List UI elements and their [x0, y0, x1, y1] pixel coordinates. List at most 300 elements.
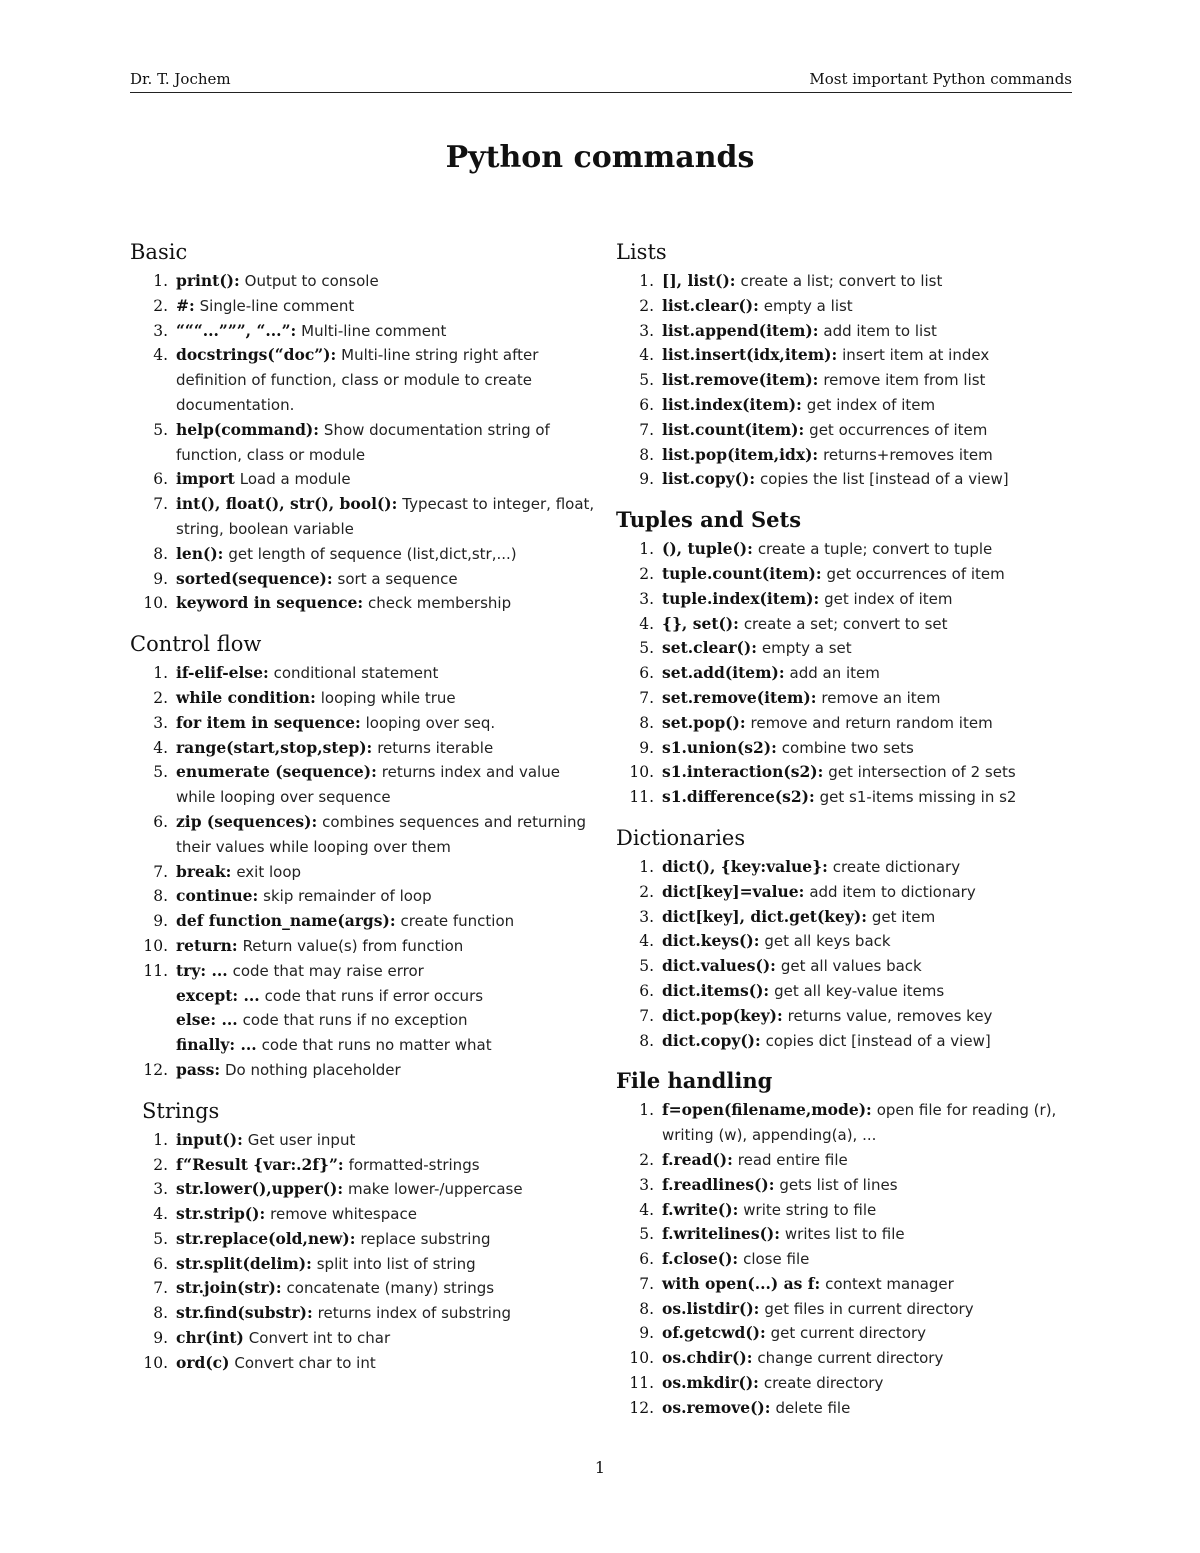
list-item	[616, 954, 1076, 979]
list-item	[130, 542, 600, 567]
command-name: print():	[176, 271, 240, 290]
item-number: 1.	[153, 272, 168, 290]
command-description: copies the list [instead of a view]	[760, 470, 1009, 489]
command-name: dict.keys():	[662, 931, 760, 951]
list-item	[130, 810, 600, 860]
command-list	[616, 855, 1076, 1053]
command-description: get index of item	[806, 395, 936, 414]
command-description: exit loop	[236, 862, 302, 881]
command-description: sort a sequence	[337, 569, 458, 588]
command-list	[616, 537, 1076, 810]
command-name: while condition:	[176, 687, 316, 707]
list-item	[616, 612, 1076, 637]
list-item	[616, 1148, 1076, 1173]
command-name: {}, set():	[662, 613, 739, 633]
item-number: 1.	[639, 540, 654, 559]
list-item	[130, 1058, 600, 1083]
item-number: 8.	[639, 1031, 654, 1050]
command-description: context manager	[825, 1274, 954, 1293]
command-name: if-elif-else:	[176, 663, 269, 683]
item-number: 1.	[153, 664, 168, 683]
list-item	[130, 1153, 600, 1178]
command-description: add item to dictionary	[809, 882, 976, 901]
list-item	[616, 467, 1076, 492]
item-number: 11.	[629, 1374, 654, 1393]
item-number: 5.	[153, 420, 168, 439]
list-item	[130, 319, 600, 344]
command-name: continue:	[176, 886, 259, 906]
command-name: dict.values():	[662, 956, 776, 976]
section-heading: Tuples and Sets	[616, 507, 802, 533]
section-control-flow	[130, 630, 600, 1083]
command-name: chr(int)	[176, 1328, 244, 1348]
command-name: zip (sequences):	[176, 811, 318, 831]
item-number: 4.	[153, 738, 168, 757]
item-number: 3.	[639, 1175, 654, 1194]
left-column	[130, 238, 600, 1390]
command-name: f=open(filename,mode):	[662, 1100, 872, 1120]
command-description: returns+removes item	[823, 445, 993, 464]
list-item	[130, 1128, 600, 1153]
command-description: returns index and value while looping over sequence	[176, 763, 560, 807]
list-item	[130, 1326, 600, 1351]
command-name: int(), float(), str(), bool():	[176, 494, 398, 514]
running-header	[130, 70, 1072, 93]
item-number: 3.	[639, 589, 654, 608]
command-description: Single-line comment	[199, 296, 355, 315]
continuation-line	[176, 1033, 600, 1058]
list-item	[130, 467, 600, 492]
command-description: conditional statement	[273, 664, 439, 683]
command-name: list.remove(item):	[662, 370, 819, 390]
list-item	[130, 1351, 600, 1376]
item-number: 12.	[629, 1398, 654, 1417]
list-item	[616, 855, 1076, 880]
command-description: create dictionary	[832, 857, 961, 876]
command-description: get current directory	[770, 1324, 927, 1343]
list-item	[130, 567, 600, 592]
command-description: remove whitespace	[270, 1205, 417, 1224]
command-name: break:	[176, 861, 232, 881]
item-number: 12.	[143, 1060, 168, 1079]
command-description: replace substring	[360, 1229, 491, 1248]
command-description: insert item at index	[842, 346, 990, 365]
command-list	[130, 661, 600, 1083]
command-description: code that runs if no exception	[242, 1011, 468, 1030]
item-number: 8.	[153, 544, 168, 563]
list-item	[616, 393, 1076, 418]
item-number: 4.	[153, 346, 168, 365]
item-number: 2.	[639, 296, 654, 315]
command-name: set.remove(item):	[662, 687, 817, 707]
command-description: get all values back	[780, 957, 922, 976]
command-name: list.insert(idx,item):	[662, 345, 838, 365]
item-number: 9.	[153, 569, 168, 588]
command-description: remove an item	[821, 688, 941, 707]
command-name: len():	[176, 543, 224, 563]
command-description: combines sequences and returning their values while looping over them	[176, 812, 587, 856]
command-description: Convert char to int	[234, 1353, 376, 1372]
item-number: 5.	[639, 957, 654, 976]
command-name: set.clear():	[662, 638, 757, 658]
item-number: 6.	[153, 812, 168, 831]
list-item	[130, 418, 600, 468]
command-description: get files in current directory	[764, 1299, 974, 1318]
command-name: keyword in sequence:	[176, 593, 364, 613]
item-number: 6.	[153, 470, 168, 489]
command-name: try: ...	[176, 960, 228, 980]
list-item	[616, 1173, 1076, 1198]
list-item	[130, 294, 600, 319]
item-number: 5.	[153, 763, 168, 782]
command-description: create a tuple; convert to tuple	[757, 540, 993, 559]
list-item	[616, 661, 1076, 686]
list-item	[616, 1247, 1076, 1272]
list-item	[130, 884, 600, 909]
item-number: 8.	[153, 887, 168, 906]
list-item	[130, 591, 600, 616]
command-description: code that may raise error	[232, 961, 424, 980]
command-description: remove item from list	[823, 371, 986, 390]
item-number: 7.	[639, 1006, 654, 1025]
command-name: range(start,stop,step):	[176, 737, 373, 757]
command-name: pass:	[176, 1059, 221, 1079]
command-description: get occurrences of item	[809, 420, 988, 439]
command-name: docstrings(“doc”):	[176, 345, 337, 365]
item-number: 3.	[639, 907, 654, 926]
command-description: looping while true	[320, 688, 456, 707]
command-description: create a list; convert to list	[740, 272, 943, 290]
item-number: 7.	[639, 420, 654, 439]
list-item	[130, 686, 600, 711]
list-item	[616, 443, 1076, 468]
section-basic	[130, 238, 600, 616]
list-item	[616, 368, 1076, 393]
command-description: writes list to file	[784, 1225, 905, 1244]
item-number: 10.	[143, 594, 168, 613]
section-heading: Basic	[130, 240, 188, 264]
command-description: get length of sequence (list,dict,str,...)	[228, 544, 517, 563]
item-number: 8.	[639, 713, 654, 732]
command-description: Do nothing placeholder	[225, 1060, 401, 1079]
item-number: 10.	[629, 763, 654, 782]
item-number: 8.	[639, 1299, 654, 1318]
item-number: 1.	[153, 1130, 168, 1149]
command-name: dict.copy():	[662, 1030, 761, 1050]
command-name: of.getcwd():	[662, 1323, 766, 1343]
command-description: empty a list	[763, 296, 853, 315]
command-name: str.replace(old,new):	[176, 1228, 356, 1248]
command-description: read entire file	[737, 1150, 848, 1169]
item-number: 1.	[639, 857, 654, 876]
command-name: f“Result {var:.2f}”:	[176, 1154, 344, 1174]
command-name: dict[key]=value:	[662, 881, 805, 901]
command-list	[130, 269, 600, 616]
command-description: add an item	[789, 664, 880, 683]
list-item	[616, 319, 1076, 344]
section-strings	[130, 1097, 600, 1376]
command-name: os.listdir():	[662, 1298, 760, 1318]
command-name: list.pop(item,idx):	[662, 444, 819, 464]
command-name: else: ...	[176, 1010, 238, 1030]
list-item	[616, 785, 1076, 810]
command-name: with open(...) as f:	[662, 1273, 821, 1293]
command-name: input():	[176, 1129, 243, 1149]
list-item	[130, 269, 600, 294]
command-name: def function_name(args):	[176, 911, 396, 931]
item-number: 11.	[629, 788, 654, 807]
command-description: code that runs no matter what	[261, 1036, 492, 1055]
command-description: remove and return random item	[750, 713, 993, 732]
command-description: empty a set	[761, 639, 852, 658]
item-number: 7.	[639, 1274, 654, 1293]
item-number: 2.	[639, 882, 654, 901]
list-item	[130, 1177, 600, 1202]
command-name: for item in sequence:	[176, 712, 361, 732]
item-number: 2.	[639, 564, 654, 583]
command-description: copies dict [instead of a view]	[765, 1031, 991, 1050]
command-name: (), tuple():	[662, 539, 753, 559]
command-description: get occurrences of item	[826, 564, 1005, 583]
command-description: change current directory	[757, 1349, 944, 1368]
command-name: list.append(item):	[662, 320, 819, 340]
list-item	[130, 959, 600, 1058]
item-number: 6.	[639, 664, 654, 683]
item-number: 6.	[639, 1250, 654, 1269]
list-item	[616, 711, 1076, 736]
command-name: help(command):	[176, 419, 319, 439]
command-name: except: ...	[176, 985, 260, 1005]
command-description: combine two sets	[781, 738, 914, 757]
command-description: make lower-/uppercase	[348, 1180, 523, 1199]
command-description: Output to console	[244, 272, 379, 290]
section-tuples-and-sets	[616, 506, 1076, 810]
item-number: 4.	[639, 614, 654, 633]
command-description: returns value, removes key	[787, 1006, 993, 1025]
command-description: get index of item	[824, 589, 953, 608]
command-name: [], list():	[662, 271, 736, 290]
list-item	[130, 1252, 600, 1277]
item-number: 9.	[153, 1329, 168, 1348]
command-description: create function	[400, 912, 515, 931]
list-item	[130, 1301, 600, 1326]
list-item	[616, 686, 1076, 711]
item-number: 5.	[153, 1229, 168, 1248]
command-description: Multi-line comment	[301, 321, 447, 340]
item-number: 2.	[639, 1150, 654, 1169]
item-number: 1.	[639, 272, 654, 290]
command-description: open file for reading (r), writing (w), appending(a), ...	[662, 1101, 1057, 1145]
item-number: 5.	[639, 1225, 654, 1244]
list-item	[130, 860, 600, 885]
list-item	[616, 1321, 1076, 1346]
continuation-line	[176, 1008, 600, 1033]
command-name: str.split(delim):	[176, 1253, 312, 1273]
header-author: Dr. T. Jochem	[130, 70, 231, 88]
item-number: 4.	[639, 346, 654, 365]
list-item	[130, 661, 600, 686]
command-name: str.join(str):	[176, 1278, 282, 1298]
item-number: 5.	[639, 639, 654, 658]
list-item	[616, 1346, 1076, 1371]
command-description: get all key-value items	[774, 981, 945, 1000]
page-title: Python commands	[445, 140, 755, 175]
continuation-line	[176, 984, 600, 1009]
list-item	[616, 979, 1076, 1004]
list-item	[616, 1004, 1076, 1029]
command-description: get intersection of 2 sets	[828, 763, 1016, 782]
list-item	[616, 905, 1076, 930]
command-name: s1.union(s2):	[662, 737, 777, 757]
list-item	[616, 880, 1076, 905]
list-item	[616, 1396, 1076, 1421]
command-description: add item to list	[823, 321, 937, 340]
command-description: looping over seq.	[365, 713, 496, 732]
command-name: import	[176, 469, 235, 489]
item-number: 11.	[143, 961, 168, 980]
list-item	[130, 934, 600, 959]
item-number: 7.	[639, 688, 654, 707]
list-item	[616, 1198, 1076, 1223]
command-name: list.clear():	[662, 295, 759, 315]
command-name: “““...”””, “...”:	[176, 320, 297, 340]
list-item	[616, 1297, 1076, 1322]
list-item	[616, 636, 1076, 661]
command-name: list.index(item):	[662, 394, 802, 414]
command-name: tuple.count(item):	[662, 563, 822, 583]
command-name: dict.pop(key):	[662, 1005, 783, 1025]
command-name: s1.interaction(s2):	[662, 762, 824, 782]
command-name: finally: ...	[176, 1035, 257, 1055]
list-item	[616, 1272, 1076, 1297]
header-doc-title: Most important Python commands	[809, 70, 1072, 88]
list-item	[616, 760, 1076, 785]
command-name: str.find(substr):	[176, 1303, 313, 1323]
command-description: concatenate (many) strings	[286, 1279, 495, 1298]
command-name: list.copy():	[662, 469, 756, 489]
list-item	[616, 1222, 1076, 1247]
page-number: 1	[594, 1458, 606, 1477]
command-name: os.remove():	[662, 1397, 771, 1417]
command-name: #:	[176, 295, 195, 315]
right-column	[616, 238, 1076, 1435]
command-description: Typecast to integer, float, string, boolean variable	[176, 495, 595, 538]
list-item	[130, 343, 600, 417]
list-item	[130, 760, 600, 810]
item-number: 6.	[153, 1254, 168, 1273]
item-number: 4.	[639, 932, 654, 951]
command-name: f.read():	[662, 1149, 733, 1169]
command-name: set.add(item):	[662, 663, 785, 683]
command-description: skip remainder of loop	[263, 887, 432, 906]
item-number: 10.	[629, 1349, 654, 1368]
command-name: str.lower(),upper():	[176, 1179, 344, 1199]
command-description: gets list of lines	[779, 1175, 898, 1194]
item-number: 6.	[639, 981, 654, 1000]
list-item	[616, 1371, 1076, 1396]
command-name: list.count(item):	[662, 419, 805, 439]
list-item	[130, 1227, 600, 1252]
command-name: dict[key], dict.get(key):	[662, 906, 867, 926]
list-item	[130, 1276, 600, 1301]
list-item	[616, 587, 1076, 612]
command-description: get all keys back	[764, 932, 891, 951]
section-dictionaries	[616, 824, 1076, 1053]
item-number: 10.	[143, 1353, 168, 1372]
command-description: create a set; convert to set	[743, 614, 948, 633]
list-item	[616, 1098, 1076, 1148]
section-heading: Control flow	[130, 632, 262, 657]
section-heading: Dictionaries	[616, 825, 746, 850]
item-number: 7.	[153, 1279, 168, 1298]
command-name: return:	[176, 935, 238, 955]
list-item	[130, 909, 600, 934]
command-description: code that runs if error occurs	[264, 986, 484, 1005]
item-number: 4.	[153, 1205, 168, 1224]
section-heading: Strings	[142, 1098, 220, 1123]
command-name: f.close():	[662, 1249, 739, 1269]
list-item	[616, 418, 1076, 443]
section-heading: Lists	[616, 240, 667, 264]
command-name: dict.items():	[662, 980, 770, 1000]
command-name: sorted(sequence):	[176, 568, 333, 588]
item-number: 2.	[153, 296, 168, 315]
list-item	[616, 537, 1076, 562]
command-description: formatted-strings	[348, 1155, 480, 1174]
list-item	[616, 562, 1076, 587]
command-description: check membership	[368, 594, 512, 613]
list-item	[130, 711, 600, 736]
list-item	[616, 294, 1076, 319]
command-description: get s1-items missing in s2	[819, 788, 1017, 807]
command-description: Get user input	[247, 1130, 356, 1149]
item-number: 3.	[153, 1180, 168, 1199]
list-item	[616, 929, 1076, 954]
list-item	[616, 1029, 1076, 1054]
command-name: str.strip():	[176, 1204, 266, 1224]
command-description: close file	[743, 1250, 810, 1269]
command-description: Return value(s) from function	[242, 936, 464, 955]
item-number: 5.	[639, 371, 654, 390]
command-name: os.chdir():	[662, 1348, 753, 1368]
list-item	[616, 343, 1076, 368]
command-description: Convert int to char	[248, 1329, 391, 1348]
list-item	[616, 269, 1076, 294]
section-lists	[616, 238, 1076, 492]
command-name: dict(), {key:value}:	[662, 856, 828, 876]
command-name: tuple.index(item):	[662, 588, 820, 608]
command-description: create directory	[763, 1374, 884, 1393]
list-item	[130, 736, 600, 761]
item-number: 9.	[153, 912, 168, 931]
command-name: ord(c)	[176, 1352, 230, 1372]
item-number: 10.	[143, 936, 168, 955]
command-list	[616, 1098, 1076, 1420]
command-description: split into list of string	[316, 1254, 476, 1273]
item-number: 1.	[639, 1101, 654, 1120]
item-number: 9.	[639, 738, 654, 757]
command-name: os.mkdir():	[662, 1373, 759, 1393]
item-number: 8.	[639, 445, 654, 464]
command-description: Show documentation string of function, class or module	[176, 420, 550, 464]
list-item	[130, 492, 600, 542]
command-name: enumerate (sequence):	[176, 762, 377, 782]
command-description: delete file	[775, 1398, 851, 1417]
command-description: returns iterable	[377, 738, 494, 757]
command-description: get item	[871, 907, 936, 926]
item-number: 4.	[639, 1200, 654, 1219]
command-list	[616, 269, 1076, 492]
